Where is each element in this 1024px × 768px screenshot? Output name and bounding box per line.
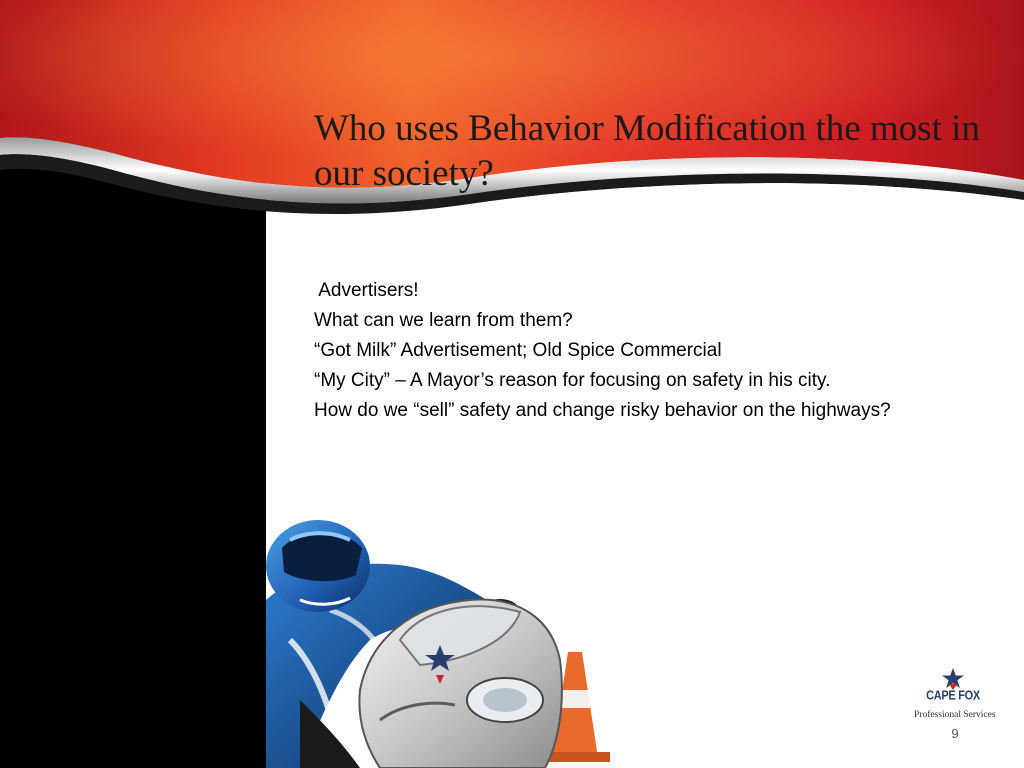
cape-fox-logo [914, 668, 996, 724]
body-line: Advertisers! [314, 280, 419, 301]
body-line: How do we “sell” safety and change risky behavior on the highways? [314, 400, 891, 421]
slide-body [314, 276, 904, 426]
logo-name: CAPE FOX [926, 688, 980, 704]
star-icon [941, 668, 965, 690]
page-number: 9 [951, 726, 959, 741]
body-line: “My City” – A Mayor’s reason for focusing on safety in his city. [314, 370, 831, 391]
body-line: “Got Milk” Advertisement; Old Spice Commercial [314, 340, 722, 361]
logo-subtitle: Professional Services [914, 710, 996, 720]
slide-title: Who uses Behavior Modification the most in our society? [314, 108, 980, 194]
body-line: What can we learn from them? [314, 310, 573, 331]
